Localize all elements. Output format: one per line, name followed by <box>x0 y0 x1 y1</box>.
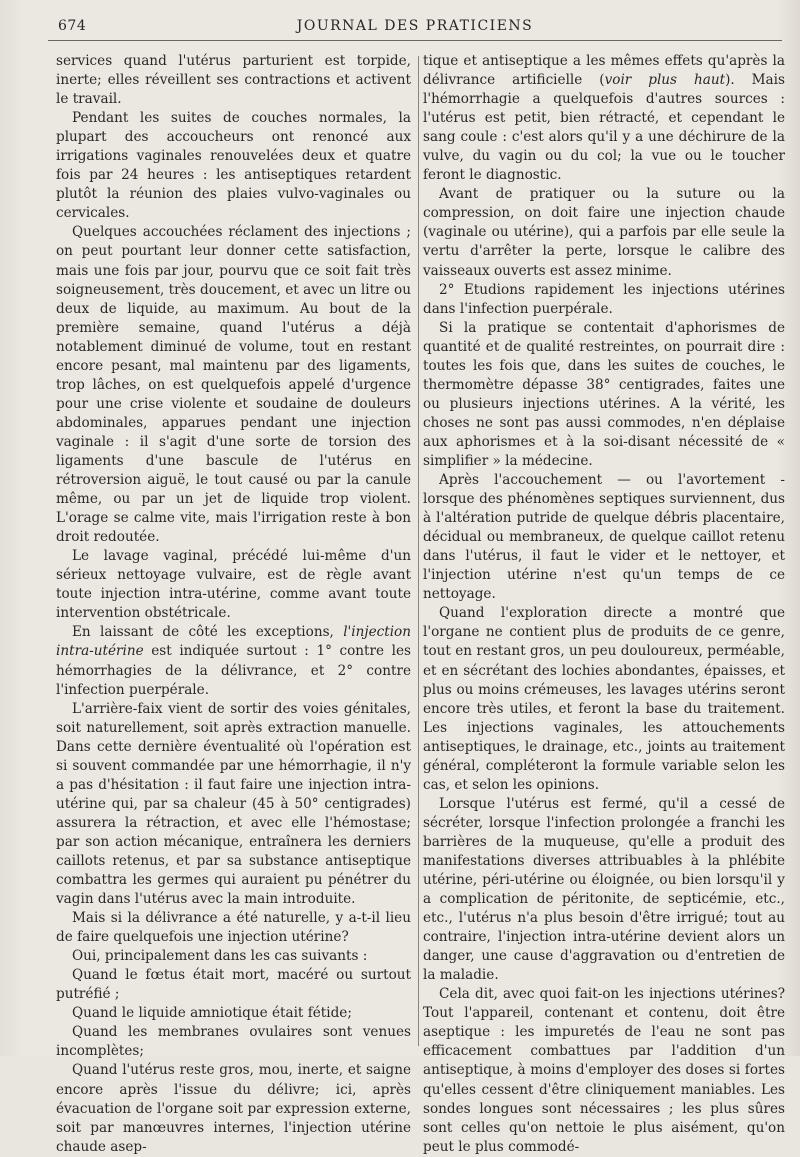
paragraph: Quand les membranes ovulaires sont venues incomplètes; <box>56 1024 411 1060</box>
paragraph: Avant de pratiquer ou la suture ou la compression, on doit faire une injection chaude (vaginale ou utérine), qui a parfois par elle seule la vertu d'arrêter la perte, lorsque le calibre des vaisseaux ouverts est assez minime. <box>423 186 785 279</box>
paragraph: Le lavage vaginal, précédé lui-même d'un sérieux nettoyage vulvaire, est de règle avant toute injection intra-utérine, comme avant toute intervention obstétricale. <box>56 548 411 622</box>
paragraph: Mais si la délivrance a été naturelle, y a-t-il lieu de faire quelquefois une injection utérine? <box>56 910 411 946</box>
text-run: tique et antiseptique a les mêmes effets qu'après la délivrance artificielle ( <box>423 53 785 89</box>
paragraph: Quand l'exploration directe a montré que l'organe ne contient plus de produits de ce genre, tout en restant gros, un peu douloureux, perméable, et en sécrétant des lochies abondantes, épaisses, et plus ou moins crémeuses, les lavages utérins seront encore très utiles, et feront la base du traitement. Les injections vaginales, les attouchements antiseptiques, le drainage, etc., joints au traitement général, compléteront la formule variable selon les cas, et selon les opinions. <box>423 605 785 793</box>
column-divider <box>418 56 419 1046</box>
italic-term: l'injection intra-utérine <box>56 624 411 660</box>
right-column <box>423 52 785 1157</box>
page-number: 674 <box>58 18 87 34</box>
left-column <box>56 52 411 1157</box>
paragraph: L'arrière-faix vient de sortir des voies génitales, soit naturellement, soit après extraction manuelle. Dans cette dernière éventualité où l'opération est si souvent commandée par une hémorrhagie, il n'y a pas d'hésitation : il faut faire une injection intra-utérine qui, par sa chaleur (45 à 50° centigrades) assurera la rétraction, et avec elle l'hémostase; par son action mécanique, entraînera les derniers caillots retenus, et par sa substance antiseptique combattra les germes qui auraient pu pénétrer du vagin dans l'utérus avec la main introduite. <box>56 700 411 908</box>
text-run: est indiquée surtout : 1° contre les hémorrhagies de la délivrance, et 2° contre l'infection puerpérale. <box>56 643 411 698</box>
italic-term: voir plus haut <box>604 72 726 89</box>
running-title: JOURNAL DES PRATICIENS <box>296 18 534 34</box>
paragraph: Oui, principalement dans les cas suivants : <box>72 948 368 965</box>
paragraph: Si la pratique se contentait d'aphorismes de quantité et de qualité restreintes, on pourrait dire : toutes les fois que, dans les suites de couches, le thermomètre dépasse 38° centigrades, faites une ou plusieurs injections utérines. A la vérité, les choses ne sont pas aussi commodes, n'en déplaise aux aphorismes et à la soi-disant nécessité de « simplifier » la médecine. <box>423 319 785 469</box>
paragraph: services quand l'utérus parturient est torpide, inerte; elles réveillent ses contractions et activent le travail. <box>56 53 411 108</box>
paragraph: Quand l'utérus reste gros, mou, inerte, et saigne encore après l'issue du délivre; ici, après évacuation de l'organe soit par expression externe, soit par manœuvres internes, l'injection utérine chaude asep- <box>56 1062 411 1155</box>
page-header <box>48 14 782 41</box>
paragraph: Quelques accouchées réclament des injections ; on peut pourtant leur donner cette satisfaction, mais une fois par jour, pourvu que ce soit fait très soigneusement, très doucement, et avec un litre ou deux de liquide, au maximum. Au bout de la première semaine, quand l'utérus a déjà notablement diminué de volume, tout en restant encore pesant, mal maintenu par des ligaments, trop lâches, on est quelquefois appelé d'urgence pour une crise violente et soudaine de douleurs abdominales, apparues pendant une injection vaginale : il s'agit d'une sorte de torsion des ligaments d'une bascule de l'utérus en rétroversion aiguë, le tout causé ou par la canule même, ou par un jet de liquide trop violent. L'orage se calme vite, mais l'irrigation reste à bon droit redoutée. <box>56 224 411 546</box>
paragraph <box>423 52 785 185</box>
paragraph: Après l'accouchement — ou l'avortement - lorsque des phénomènes septiques surviennent, dus à l'altération putride de quelque débris placentaire, décidual ou membraneux, de quelque caillot retenu dans l'utérus, il faut le vider et le nettoyer, et l'injection utérine n'est qu'un temps de ce nettoyage. <box>423 472 785 603</box>
paragraph: Cela dit, avec quoi fait-on les injections utérines? Tout l'appareil, contenant et contenu, doit être aseptique : les impuretés de l'eau ne sont pas efficacement combattues par l'addition d'un antiseptique, à moins d'employer des doses si fortes qu'elles cessent d'être cliniquement maniables. Les sondes longues sont nécessaires ; les plus sûres sont celles qu'on nettoie le plus aisément, qu'on peut le plus commodé- <box>423 986 785 1155</box>
text-run: En laissant de côté les exceptions, <box>72 624 344 641</box>
paragraph <box>56 623 411 699</box>
text-columns <box>48 52 786 1155</box>
paragraph: Quand le liquide amniotique était fétide; <box>72 1005 352 1022</box>
paragraph: Quand le fœtus était mort, macéré ou surtout putréfié ; <box>56 967 411 1003</box>
text-run: ). Mais l'hémorrhagie a quelquefois d'autres sources : l'utérus est petit, bien rétracté, et cependant le sang coule : c'est alors qu'il y a une déchirure de la vulve, du vagin ou du col; la vue ou le toucher feront le diagnostic. <box>423 72 785 184</box>
paragraph: Pendant les suites de couches normales, la plupart des accoucheurs ont renoncé aux irrigations vaginales renouvelées deux et quatre fois par 24 heures : les antiseptiques retardent plutôt la réunion des plaies vulvo-vaginales ou cervicales. <box>56 110 411 222</box>
paragraph: 2° Etudions rapidement les injections utérines dans l'infection puerpérale. <box>423 281 785 317</box>
paragraph: Lorsque l'utérus est fermé, qu'il a cessé de sécréter, lorsque l'infection prolongée a franchi les barrières de la muqueuse, qu'elle a produit des manifestations diverses attribuables à la phlébite utérine, péri-utérine ou éloignée, ou bien lorsqu'il y a complication de péritonite, de septicémie, etc., etc., l'utérus n'a plus besoin d'être irrigué; tout au contraire, l'injection intra-utérine devient alors un danger, une cause d'aggravation ou d'entretien de la maladie. <box>423 795 785 984</box>
